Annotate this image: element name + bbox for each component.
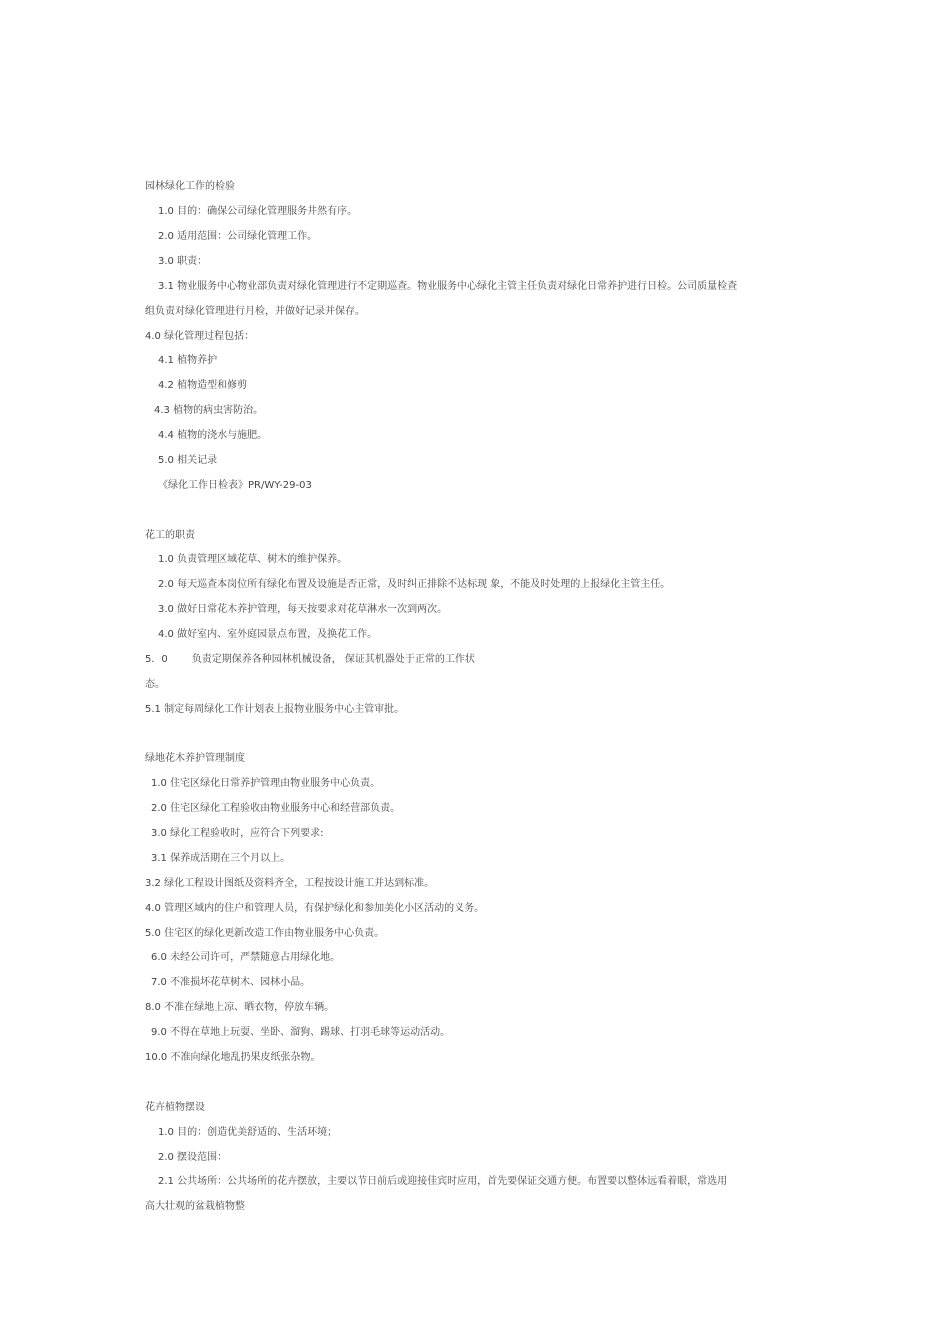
section-title: 绿地花木养护管理制度 bbox=[145, 753, 245, 764]
paragraph: 态。 bbox=[145, 679, 165, 690]
paragraph: 《绿化工作日检表》PR/WY-29-03 bbox=[158, 480, 312, 491]
paragraph bbox=[145, 653, 815, 667]
paragraph: 4.1 植物养护 bbox=[158, 355, 218, 366]
item-text: 负责定期保养各种园林机械设备， 保证其机器处于正常的工作状 bbox=[191, 654, 475, 665]
paragraph: 4.3 植物的病虫害防治。 bbox=[154, 405, 264, 416]
paragraph: 4.0 绿化管理过程包括： bbox=[145, 331, 255, 342]
paragraph: 10.0 不准向绿化地乱扔果皮纸张杂物。 bbox=[145, 1052, 321, 1063]
paragraph: 5.0 住宅区的绿化更新改造工作由物业服务中心负责。 bbox=[145, 928, 385, 939]
paragraph: 2.0 住宅区绿化工程验收由物业服务中心和经营部负责。 bbox=[151, 803, 401, 814]
paragraph: 3.0 职责： bbox=[158, 256, 208, 267]
paragraph: 3.1 保养成活期在三个月以上。 bbox=[151, 853, 291, 864]
paragraph: 1.0 住宅区绿化日常养护管理由物业服务中心负责。 bbox=[151, 778, 381, 789]
paragraph: 2.1 公共场所：公共场所的花卉摆放，主要以节日前后或迎接佳宾时应用，首先要保证交通方便。布置要以整体远看着眼，常选用 bbox=[158, 1176, 728, 1187]
paragraph: 2.0 每天巡查本岗位所有绿化布置及设施是否正常，及时纠正排除不达标现 象，不能及时处理的上报绿化主管主任。 bbox=[158, 579, 671, 590]
paragraph: 5.0 相关记录 bbox=[158, 455, 218, 466]
paragraph: 3.0 做好日常花木养护管理，每天按要求对花草淋水一次到两次。 bbox=[158, 604, 448, 615]
section-title: 花卉植物摆设 bbox=[145, 1102, 205, 1113]
paragraph: 3.2 绿化工程设计图纸及资料齐全，工程按设计施工并达到标准。 bbox=[145, 878, 435, 889]
paragraph: 7.0 不准损坏花草树木、园林小品。 bbox=[151, 977, 311, 988]
paragraph: 6.0 未经公司许可，严禁随意占用绿化地。 bbox=[151, 952, 341, 963]
paragraph: 9.0 不得在草地上玩耍、坐卧、溜狗、踢球、打羽毛球等运动活动。 bbox=[151, 1027, 451, 1038]
paragraph: 5.1 制定每周绿化工作计划表上报物业服务中心主管审批。 bbox=[145, 704, 405, 715]
paragraph: 8.0 不准在绿地上凉、晒衣物，停放车辆。 bbox=[145, 1002, 335, 1013]
paragraph: 4.4 植物的浇水与施肥。 bbox=[158, 430, 268, 441]
paragraph: 1.0 目的：确保公司绿化管理服务井然有序。 bbox=[158, 206, 358, 217]
paragraph: 3.1 物业服务中心物业部负责对绿化管理进行不定期巡查。物业服务中心绿化主管主任负责对绿化日常养护进行日检。公司质量检查 bbox=[158, 281, 738, 292]
paragraph: 4.0 做好室内、室外庭园景点布置，及换花工作。 bbox=[158, 629, 378, 640]
paragraph: 组负责对绿化管理进行月检，并做好记录并保存。 bbox=[145, 306, 365, 317]
paragraph: 4.0 管理区域内的住户和管理人员，有保护绿化和参加美化小区活动的义务。 bbox=[145, 903, 485, 914]
paragraph: 2.0 摆设范围： bbox=[158, 1152, 228, 1163]
section-title: 园林绿化工作的检验 bbox=[145, 181, 235, 192]
paragraph: 高大壮观的盆栽植物整 bbox=[145, 1201, 245, 1212]
paragraph: 4.2 植物造型和修剪 bbox=[158, 380, 248, 391]
paragraph: 1.0 目的：创造优美舒适的、生活环境； bbox=[158, 1127, 338, 1138]
paragraph: 3.0 绿化工程验收时，应符合下列要求: bbox=[151, 828, 324, 839]
paragraph: 1.0 负责管理区域花草、树木的维护保养。 bbox=[158, 554, 348, 565]
item-number: 5．0 bbox=[145, 654, 168, 665]
section-title: 花工的职责 bbox=[145, 530, 195, 541]
paragraph: 2.0 适用范围：公司绿化管理工作。 bbox=[158, 231, 318, 242]
